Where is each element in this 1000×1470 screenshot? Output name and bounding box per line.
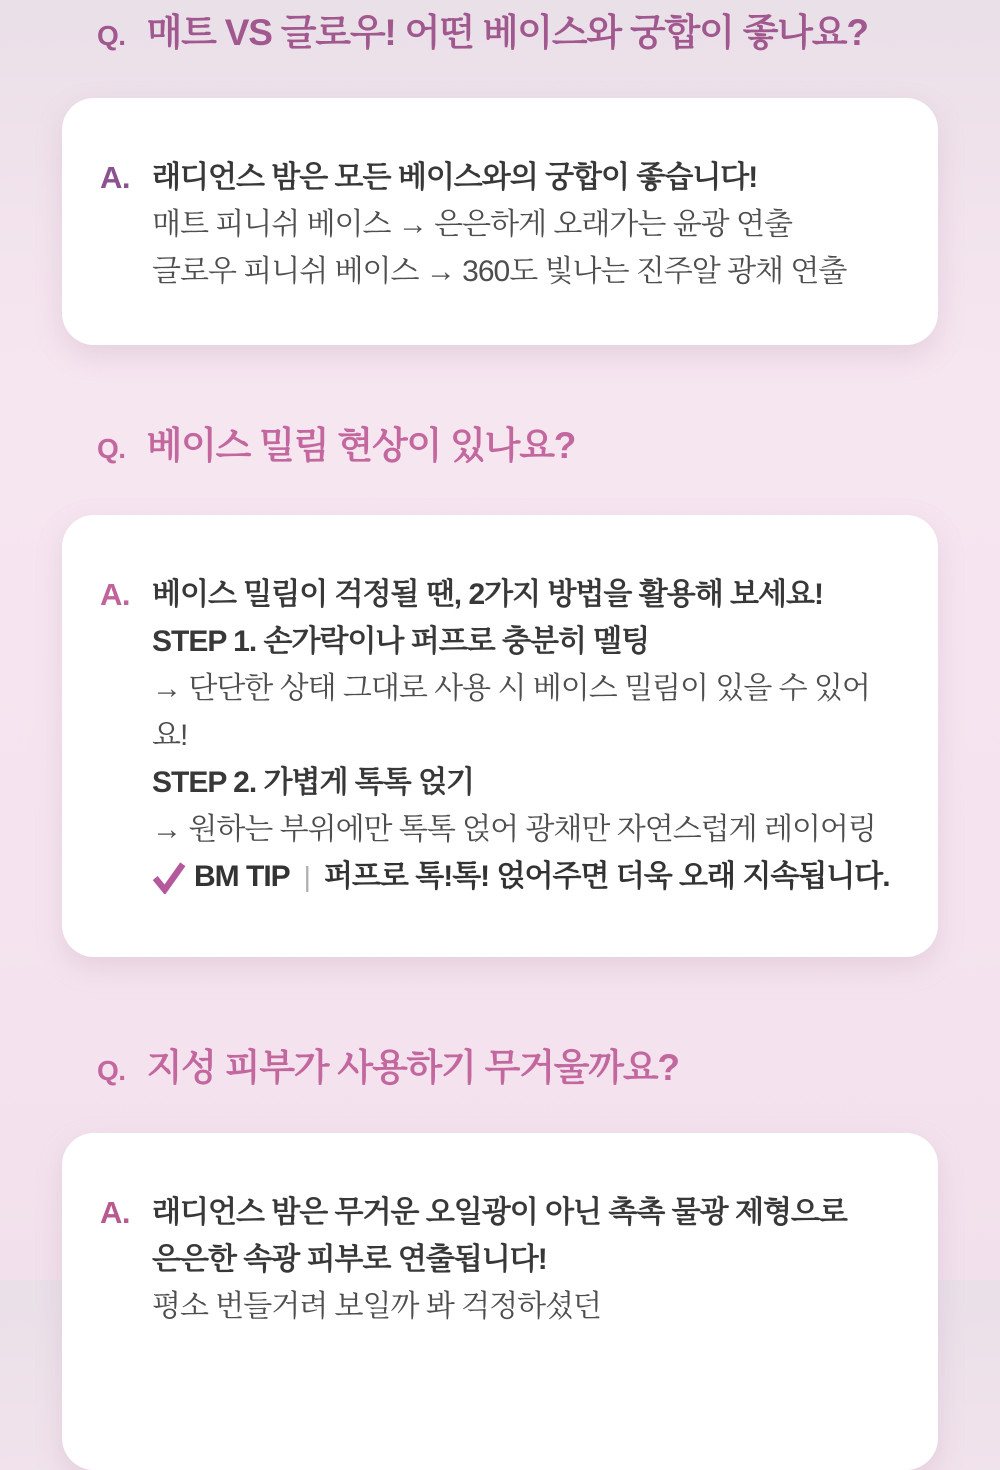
question-row (0, 421, 1000, 471)
question-text: 베이스 밀림 현상이 있나요? (146, 425, 576, 466)
question-row (0, 0, 1000, 58)
bm-tip-label: BM TIP (194, 860, 290, 893)
answer-row (100, 571, 898, 900)
answer-content (152, 571, 898, 900)
question-prefix: Q. (97, 433, 126, 464)
answer-card (62, 515, 938, 957)
answer-step-line: STEP 1. 손가락이나 퍼프로 충분히 멜팅 (152, 625, 650, 658)
answer-content (152, 154, 846, 295)
answer-line: 은은한 속광 피부로 연출됩니다! (152, 1243, 547, 1276)
answer-row (100, 154, 898, 295)
question-text: 지성 피부가 사용하기 무거울까요? (146, 1047, 679, 1088)
question-prefix: Q. (97, 20, 126, 51)
faq-section-oily-skin (0, 1043, 1000, 1470)
answer-card (62, 98, 938, 345)
answer-step-line: STEP 2. 가볍게 톡톡 얹기 (152, 766, 475, 799)
answer-prefix: A. (100, 160, 130, 195)
answer-line: 매트 피니쉬 베이스 → 은은하게 오래가는 윤광 연출 (152, 208, 792, 241)
bm-tip-text: 퍼프로 톡!톡! 얹어주면 더욱 오래 지속됩니다. (323, 860, 890, 893)
answer-line: 래디언스 밤은 무거운 오일광이 아닌 촉촉 물광 제형으로 (152, 1196, 847, 1229)
answer-line: → 원하는 부위에만 톡톡 얹어 광채만 자연스럽게 레이어링 (152, 813, 876, 846)
answer-row (100, 1189, 898, 1330)
bm-tip-line (152, 853, 898, 900)
question-prefix: Q. (97, 1055, 126, 1086)
check-icon (152, 860, 186, 894)
answer-prefix: A. (100, 1195, 130, 1230)
tip-divider: | (303, 861, 310, 892)
answer-line: 베이스 밀림이 걱정될 땐, 2가지 방법을 활용해 보세요! (152, 578, 823, 611)
answer-line: → 단단한 상태 그대로 사용 시 베이스 밀림이 있을 수 있어요! (152, 672, 870, 752)
answer-line: 평소 번들거려 보일까 봐 걱정하셨던 (152, 1290, 602, 1323)
answer-card (62, 1133, 938, 1470)
answer-line: 래디언스 밤은 모든 베이스와의 궁합이 좋습니다! (152, 161, 758, 194)
question-row (0, 1043, 1000, 1093)
answer-prefix: A. (100, 577, 130, 612)
answer-content (152, 1189, 847, 1330)
answer-line: 글로우 피니쉬 베이스 → 360도 빛나는 진주알 광채 연출 (152, 255, 847, 288)
question-text: 매트 VS 글로우! 어떤 베이스와 궁합이 좋나요? (146, 12, 868, 53)
faq-section-base-smudging (0, 421, 1000, 957)
faq-section-matte-vs-glow (0, 0, 1000, 345)
